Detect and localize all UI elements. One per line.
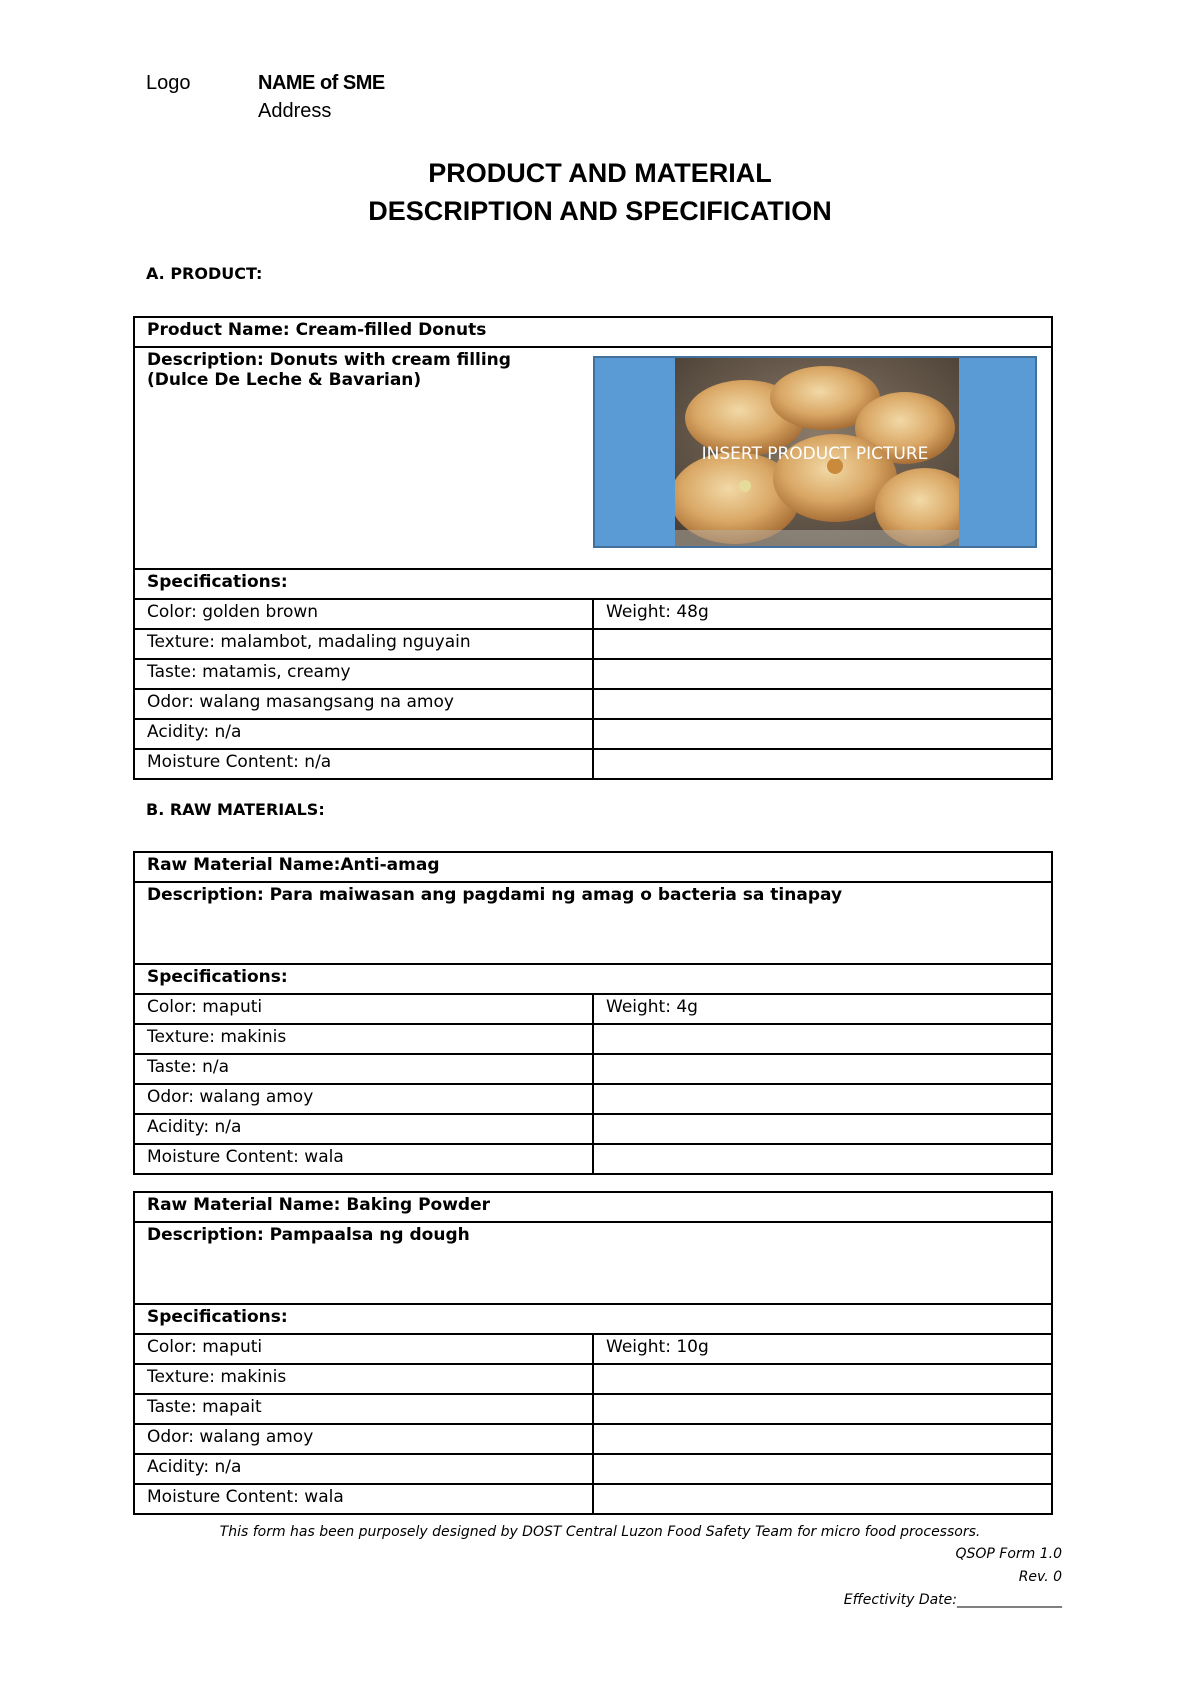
spec-taste: Taste: n/a xyxy=(134,1054,593,1084)
raw-material-name-cell: Raw Material Name:Anti-amag xyxy=(134,852,1052,882)
product-description-line1: Description: Donuts with cream filling xyxy=(147,350,511,370)
spec-weight: Weight: 10g xyxy=(593,1334,1052,1364)
specifications-label: Specifications: xyxy=(134,569,1052,599)
empty-cell xyxy=(593,1394,1052,1424)
raw-material-description-cell: Description: Para maiwasan ang pagdami ng amag o bacteria sa tinapay xyxy=(134,882,1052,964)
empty-cell xyxy=(593,629,1052,659)
spec-moisture: Moisture Content: wala xyxy=(134,1144,593,1174)
table-row xyxy=(134,347,1052,569)
spec-moisture: Moisture Content: n/a xyxy=(134,749,593,779)
spec-acidity: Acidity: n/a xyxy=(134,1454,593,1484)
table-row xyxy=(134,1144,1052,1174)
raw-material-2-table xyxy=(133,1191,1053,1515)
spec-odor: Odor: walang masangsang na amoy xyxy=(134,689,593,719)
spec-odor: Odor: walang amoy xyxy=(134,1424,593,1454)
product-name-cell: Product Name: Cream-filled Donuts xyxy=(134,317,1052,347)
empty-cell xyxy=(593,659,1052,689)
table-row xyxy=(134,317,1052,347)
table-row xyxy=(134,1192,1052,1222)
raw-material-name-cell: Raw Material Name: Baking Powder xyxy=(134,1192,1052,1222)
empty-cell xyxy=(593,1084,1052,1114)
empty-cell xyxy=(593,1424,1052,1454)
footer-note: This form has been purposely designed by DOST Central Luzon Food Safety Team for micro food processors. xyxy=(219,1524,981,1540)
table-row xyxy=(134,749,1052,779)
section-raw-materials-heading: B. RAW MATERIALS: xyxy=(146,800,325,819)
spec-texture: Texture: malambot, madaling nguyain xyxy=(134,629,593,659)
table-row xyxy=(134,1424,1052,1454)
empty-cell xyxy=(593,1144,1052,1174)
spec-odor: Odor: walang amoy xyxy=(134,1084,593,1114)
product-description-line2: (Dulce De Leche & Bavarian) xyxy=(147,370,422,390)
table-row xyxy=(134,994,1052,1024)
spec-color: Color: golden brown xyxy=(134,599,593,629)
spec-color: Color: maputi xyxy=(134,994,593,1024)
table-row xyxy=(134,1364,1052,1394)
page-title-line2: DESCRIPTION AND SPECIFICATION xyxy=(368,196,832,226)
empty-cell xyxy=(593,1024,1052,1054)
spec-texture: Texture: makinis xyxy=(134,1364,593,1394)
table-row xyxy=(134,629,1052,659)
spec-texture: Texture: makinis xyxy=(134,1024,593,1054)
spec-weight: Weight: 4g xyxy=(593,994,1052,1024)
product-spec-table xyxy=(133,316,1053,780)
spec-moisture: Moisture Content: wala xyxy=(134,1484,593,1514)
empty-cell xyxy=(593,1054,1052,1084)
spec-weight: Weight: 48g xyxy=(593,599,1052,629)
table-row xyxy=(134,1084,1052,1114)
empty-cell xyxy=(593,1454,1052,1484)
spec-color: Color: maputi xyxy=(134,1334,593,1364)
empty-cell xyxy=(593,749,1052,779)
spec-acidity: Acidity: n/a xyxy=(134,1114,593,1144)
spec-taste: Taste: matamis, creamy xyxy=(134,659,593,689)
footer-effectivity-date: Effectivity Date:_______________ xyxy=(843,1592,1062,1608)
product-picture-placeholder[interactable] xyxy=(593,356,1037,548)
sme-name: NAME of SME xyxy=(258,72,385,94)
table-row xyxy=(134,852,1052,882)
spec-taste: Taste: mapait xyxy=(134,1394,593,1424)
empty-cell xyxy=(593,1484,1052,1514)
table-row xyxy=(134,1454,1052,1484)
empty-cell xyxy=(593,1114,1052,1144)
footer-revision: Rev. 0 xyxy=(1018,1569,1062,1585)
table-row xyxy=(134,1304,1052,1334)
table-row xyxy=(134,569,1052,599)
table-row xyxy=(134,882,1052,964)
sme-address: Address xyxy=(258,100,332,122)
table-row xyxy=(134,599,1052,629)
table-row xyxy=(134,1114,1052,1144)
table-row xyxy=(134,689,1052,719)
raw-material-1-table xyxy=(133,851,1053,1175)
table-row xyxy=(134,964,1052,994)
empty-cell xyxy=(593,719,1052,749)
raw-material-description-cell: Description: Pampaalsa ng dough xyxy=(134,1222,1052,1304)
page-title-line1: PRODUCT AND MATERIAL xyxy=(428,158,772,188)
footer-form-number: QSOP Form 1.0 xyxy=(955,1546,1062,1562)
table-row xyxy=(134,1484,1052,1514)
table-row xyxy=(134,1394,1052,1424)
spec-acidity: Acidity: n/a xyxy=(134,719,593,749)
specifications-label: Specifications: xyxy=(134,964,1052,994)
table-row xyxy=(134,1054,1052,1084)
empty-cell xyxy=(593,1364,1052,1394)
table-row xyxy=(134,659,1052,689)
specifications-label: Specifications: xyxy=(134,1304,1052,1334)
empty-cell xyxy=(593,689,1052,719)
table-row xyxy=(134,1334,1052,1364)
picture-placeholder-label: INSERT PRODUCT PICTURE xyxy=(701,444,929,464)
table-row xyxy=(134,719,1052,749)
product-description-cell xyxy=(134,347,1052,569)
table-row xyxy=(134,1024,1052,1054)
logo-placeholder: Logo xyxy=(146,72,191,94)
table-row xyxy=(134,1222,1052,1304)
section-product-heading: A. PRODUCT: xyxy=(146,264,263,283)
